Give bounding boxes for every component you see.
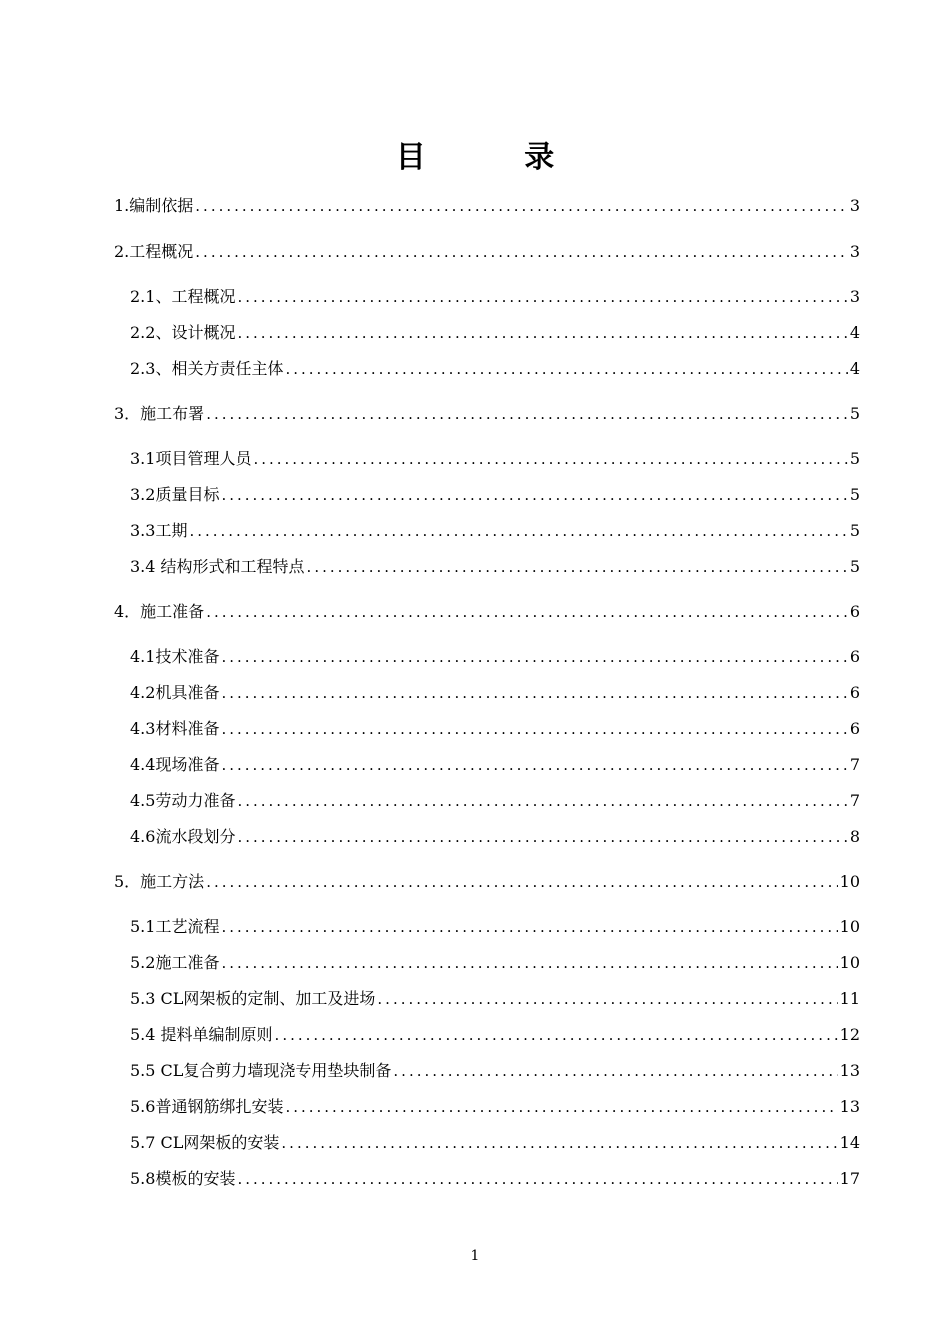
toc-entry-label: 4.2机具准备 bbox=[130, 683, 220, 702]
toc-dot-leader bbox=[307, 557, 848, 577]
toc-entry-page: 3 bbox=[849, 196, 860, 215]
toc-dot-leader bbox=[221, 719, 847, 739]
toc-entry-label: 5.7 CL网架板的安装 bbox=[130, 1133, 280, 1152]
toc-entry-label: 2.工程概况 bbox=[114, 242, 194, 261]
toc-entry[interactable] bbox=[130, 287, 860, 307]
toc-dot-leader bbox=[377, 989, 837, 1009]
toc-entry-page: 6 bbox=[849, 719, 860, 738]
toc-entry[interactable] bbox=[130, 359, 860, 379]
toc-entry-page: 7 bbox=[849, 755, 860, 774]
toc-entry-page: 10 bbox=[839, 953, 860, 972]
toc-entry[interactable] bbox=[130, 719, 860, 739]
toc-dot-leader bbox=[221, 755, 847, 775]
toc-entry-label: 4.5劳动力准备 bbox=[130, 791, 236, 810]
toc-dot-leader bbox=[206, 872, 837, 892]
toc-entry[interactable] bbox=[130, 791, 860, 811]
toc-entry-label: 4.3材料准备 bbox=[130, 719, 220, 738]
toc-entry-label: 5.5 CL复合剪力墙现浇专用垫块制备 bbox=[130, 1061, 392, 1080]
toc-entry-label: 4．施工准备 bbox=[114, 602, 205, 621]
toc-entry-page: 6 bbox=[849, 602, 860, 621]
toc-entry-label: 5.1工艺流程 bbox=[130, 917, 220, 936]
toc-entry-label: 5.6普通钢筋绑扎安装 bbox=[130, 1097, 284, 1116]
toc-entry-page: 6 bbox=[849, 647, 860, 666]
toc-entry[interactable] bbox=[130, 1025, 860, 1045]
toc-dot-leader bbox=[221, 917, 837, 937]
toc-entry-page: 5 bbox=[849, 521, 860, 540]
toc-entry[interactable] bbox=[130, 917, 860, 937]
toc-entry[interactable] bbox=[114, 602, 860, 622]
toc-entry[interactable] bbox=[130, 521, 860, 541]
toc-entry[interactable] bbox=[130, 557, 860, 577]
toc-dot-leader bbox=[195, 196, 848, 216]
toc-dot-leader bbox=[206, 404, 848, 424]
toc-dot-leader bbox=[285, 359, 847, 379]
toc-entry[interactable] bbox=[130, 323, 860, 343]
toc-entry-label: 3.1项目管理人员 bbox=[130, 449, 252, 468]
toc-entry-label: 5.3 CL网架板的定制、加工及进场 bbox=[130, 989, 376, 1008]
toc-entry-page: 5 bbox=[849, 404, 860, 423]
toc-entry-label: 5.8模板的安装 bbox=[130, 1169, 236, 1188]
toc-entry-label: 3.2质量目标 bbox=[130, 485, 220, 504]
toc-entry-page: 5 bbox=[849, 449, 860, 468]
toc-entry-label: 5.4 提料单编制原则 bbox=[130, 1025, 273, 1044]
toc-entry[interactable] bbox=[130, 1097, 860, 1117]
toc-entry-label: 2.2、设计概况 bbox=[130, 323, 236, 342]
toc-entry-page: 6 bbox=[849, 683, 860, 702]
toc-dot-leader bbox=[285, 1097, 837, 1117]
toc-entry-label: 4.6流水段划分 bbox=[130, 827, 236, 846]
toc-entry-page: 5 bbox=[849, 485, 860, 504]
toc-entry[interactable] bbox=[130, 1169, 860, 1189]
toc-entry[interactable] bbox=[130, 449, 860, 469]
toc-dot-leader bbox=[281, 1133, 837, 1153]
toc-entry-page: 8 bbox=[849, 827, 860, 846]
toc-entry[interactable] bbox=[130, 953, 860, 973]
toc-entry-page: 14 bbox=[839, 1133, 860, 1152]
toc-entry[interactable] bbox=[130, 755, 860, 775]
toc-entry-label: 2.3、相关方责任主体 bbox=[130, 359, 284, 378]
toc-entry-label: 5．施工方法 bbox=[114, 872, 205, 891]
toc-entry-page: 4 bbox=[849, 359, 860, 378]
toc-entry[interactable] bbox=[130, 1061, 860, 1081]
toc-entry[interactable] bbox=[114, 404, 860, 424]
page-title: 目 录 bbox=[395, 140, 599, 175]
toc-dot-leader bbox=[221, 683, 847, 703]
toc-entry[interactable] bbox=[130, 989, 860, 1009]
toc-entry-page: 3 bbox=[849, 287, 860, 306]
toc-entry[interactable] bbox=[130, 827, 860, 847]
toc-entry-page: 12 bbox=[839, 1025, 860, 1044]
toc-dot-leader bbox=[275, 1025, 838, 1045]
toc-entry-page: 13 bbox=[839, 1097, 860, 1116]
toc-dot-leader bbox=[237, 1169, 837, 1189]
toc-entry[interactable] bbox=[130, 647, 860, 667]
toc-entry[interactable] bbox=[130, 1133, 860, 1153]
toc-entry-label: 5.2施工准备 bbox=[130, 953, 220, 972]
toc-dot-leader bbox=[393, 1061, 837, 1081]
toc-entry-label: 3．施工布署 bbox=[114, 404, 205, 423]
toc-entry[interactable] bbox=[130, 683, 860, 703]
toc-entry-label: 3.4 结构形式和工程特点 bbox=[130, 557, 305, 576]
toc-entry[interactable] bbox=[114, 242, 860, 262]
toc-entry-label: 1.编制依据 bbox=[114, 196, 194, 215]
page-number: 1 bbox=[470, 1248, 480, 1264]
toc-entry-label: 2.1、工程概况 bbox=[130, 287, 236, 306]
toc-dot-leader bbox=[237, 827, 847, 847]
toc-dot-leader bbox=[221, 953, 837, 973]
toc-dot-leader bbox=[237, 287, 847, 307]
toc-dot-leader bbox=[237, 791, 847, 811]
toc-entry-page: 17 bbox=[839, 1169, 860, 1188]
toc-entry-page: 5 bbox=[849, 557, 860, 576]
toc-entry[interactable] bbox=[130, 485, 860, 505]
toc-dot-leader bbox=[206, 602, 848, 622]
toc-entry[interactable] bbox=[114, 196, 860, 216]
toc-dot-leader bbox=[189, 521, 847, 541]
toc-entry-label: 4.1技术准备 bbox=[130, 647, 220, 666]
toc-dot-leader bbox=[237, 323, 847, 343]
toc-entry-page: 10 bbox=[839, 917, 860, 936]
toc-entry-label: 4.4现场准备 bbox=[130, 755, 220, 774]
toc-entry-page: 4 bbox=[849, 323, 860, 342]
toc-dot-leader bbox=[253, 449, 847, 469]
toc-entry-page: 7 bbox=[849, 791, 860, 810]
toc-dot-leader bbox=[221, 485, 847, 505]
toc-entry-page: 11 bbox=[839, 989, 860, 1008]
toc-entry-page: 13 bbox=[839, 1061, 860, 1080]
toc-entry-label: 3.3工期 bbox=[130, 521, 188, 540]
toc-entry[interactable] bbox=[114, 872, 860, 892]
toc-dot-leader bbox=[195, 242, 848, 262]
toc-dot-leader bbox=[221, 647, 847, 667]
toc-entry-page: 3 bbox=[849, 242, 860, 261]
toc-entry-page: 10 bbox=[839, 872, 860, 891]
